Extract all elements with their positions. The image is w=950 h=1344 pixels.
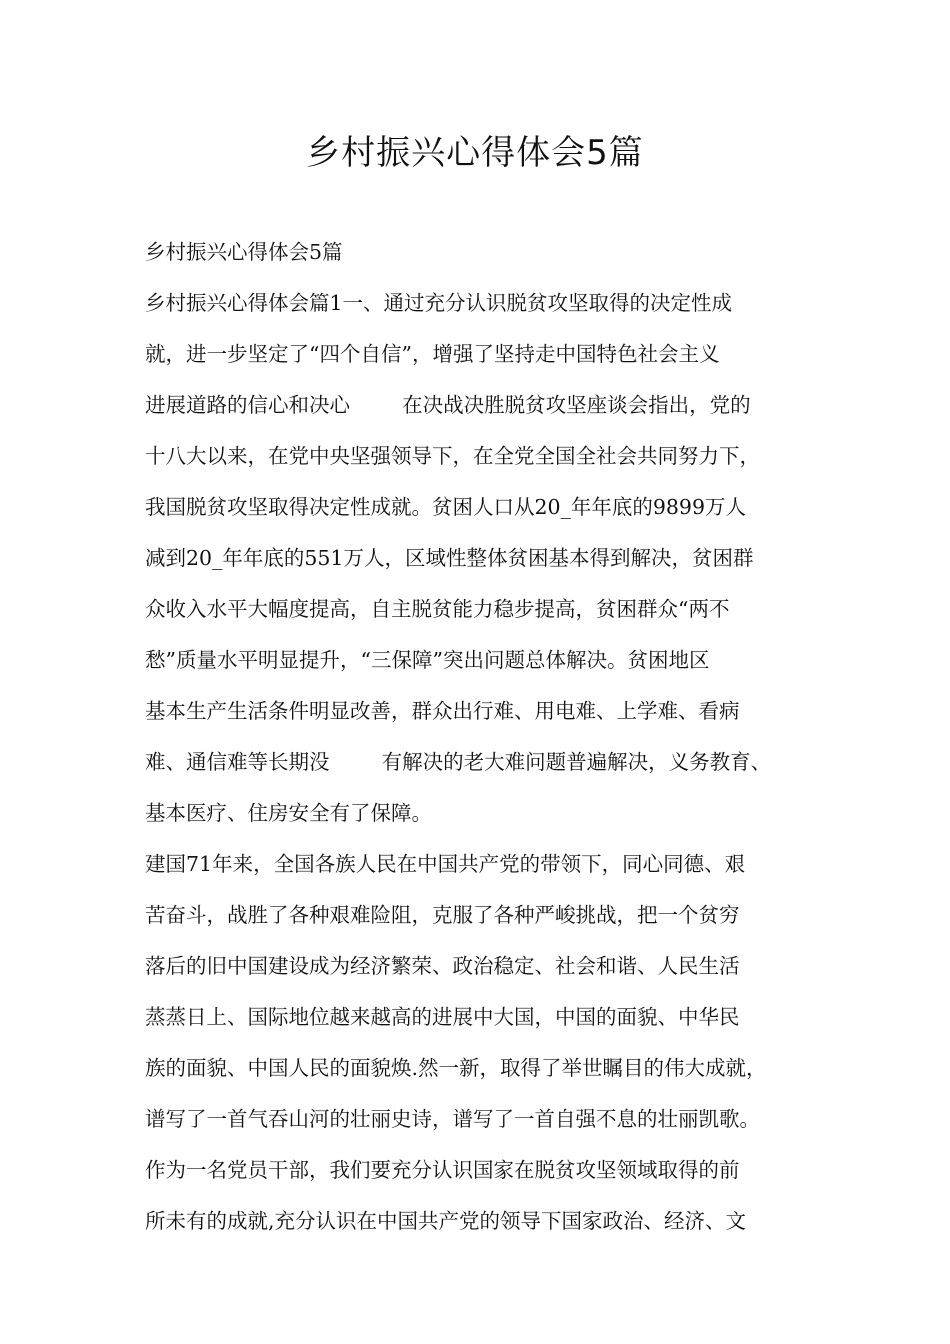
document-title: 乡村振兴心得体会5篇 — [306, 133, 644, 173]
text-line: 乡村振兴心得体会5篇 — [145, 240, 343, 264]
text-line: 族的面貌、中国人民的面貌焕.然一新，取得了举世瞩目的伟大成就， — [145, 1056, 767, 1080]
text-line: 蒸蒸日上、国际地位越来越高的进展中大国，中国的面貌、中华民 — [145, 1005, 740, 1029]
text-line: 所未有的成就,充分认识在中国共产党的领导下国家政治、经济、文 — [145, 1209, 747, 1233]
text-line: 谱写了一首气吞山河的壮丽史诗，谱写了一首自强不息的壮丽凯歌。 — [145, 1107, 760, 1131]
text-line: 乡村振兴心得体会篇1一、通过充分认识脱贫攻坚取得的决定性成 — [145, 291, 733, 315]
text-line: 作为一名党员干部，我们要充分认识国家在脱贫攻坚领域取得的前 — [145, 1158, 740, 1182]
text-line: 建国71年来，全国各族人民在中国共产党的带领下，同心同德、艰 — [145, 852, 746, 876]
text-line: 就，进一步坚定了“四个自信”，增强了坚持走中国特色社会主义 — [145, 342, 720, 366]
text-line: 进展道路的信心和决心 在决战决胜脱贫攻坚座谈会指出，党的 — [145, 393, 751, 417]
text-line: 我国脱贫攻坚取得决定性成就。贫困人口从20_年年底的9899万人 — [145, 495, 747, 519]
text-line: 十八大以来，在党中央坚强领导下，在全党全国全社会共同努力下， — [145, 444, 760, 468]
text-line: 难、通信难等长期没 有解决的老大难问题普遍解决，义务教育、 — [145, 750, 772, 774]
text-line: 基本医疗、住房安全有了保障。 — [145, 801, 432, 825]
text-line: 愁”质量水平明显提升，“三保障”突出问题总体解决。贫困地区 — [145, 648, 710, 672]
text-line: 基本生产生活条件明显改善，群众出行难、用电难、上学难、看病 — [145, 699, 740, 723]
text-line: 落后的旧中国建设成为经济繁荣、政治稳定、社会和谐、人民生活 — [145, 954, 740, 978]
text-line: 众收入水平大幅度提高，自主脱贫能力稳步提高，贫困群众“两不 — [145, 597, 730, 621]
text-line: 苦奋斗，战胜了各种艰难险阻，克服了各种严峻挑战，把一个贫穷 — [145, 903, 740, 927]
document-body — [145, 232, 825, 1252]
text-line: 减到20_年年底的551万人，区域性整体贫困基本得到解决，贫困群 — [145, 546, 754, 570]
